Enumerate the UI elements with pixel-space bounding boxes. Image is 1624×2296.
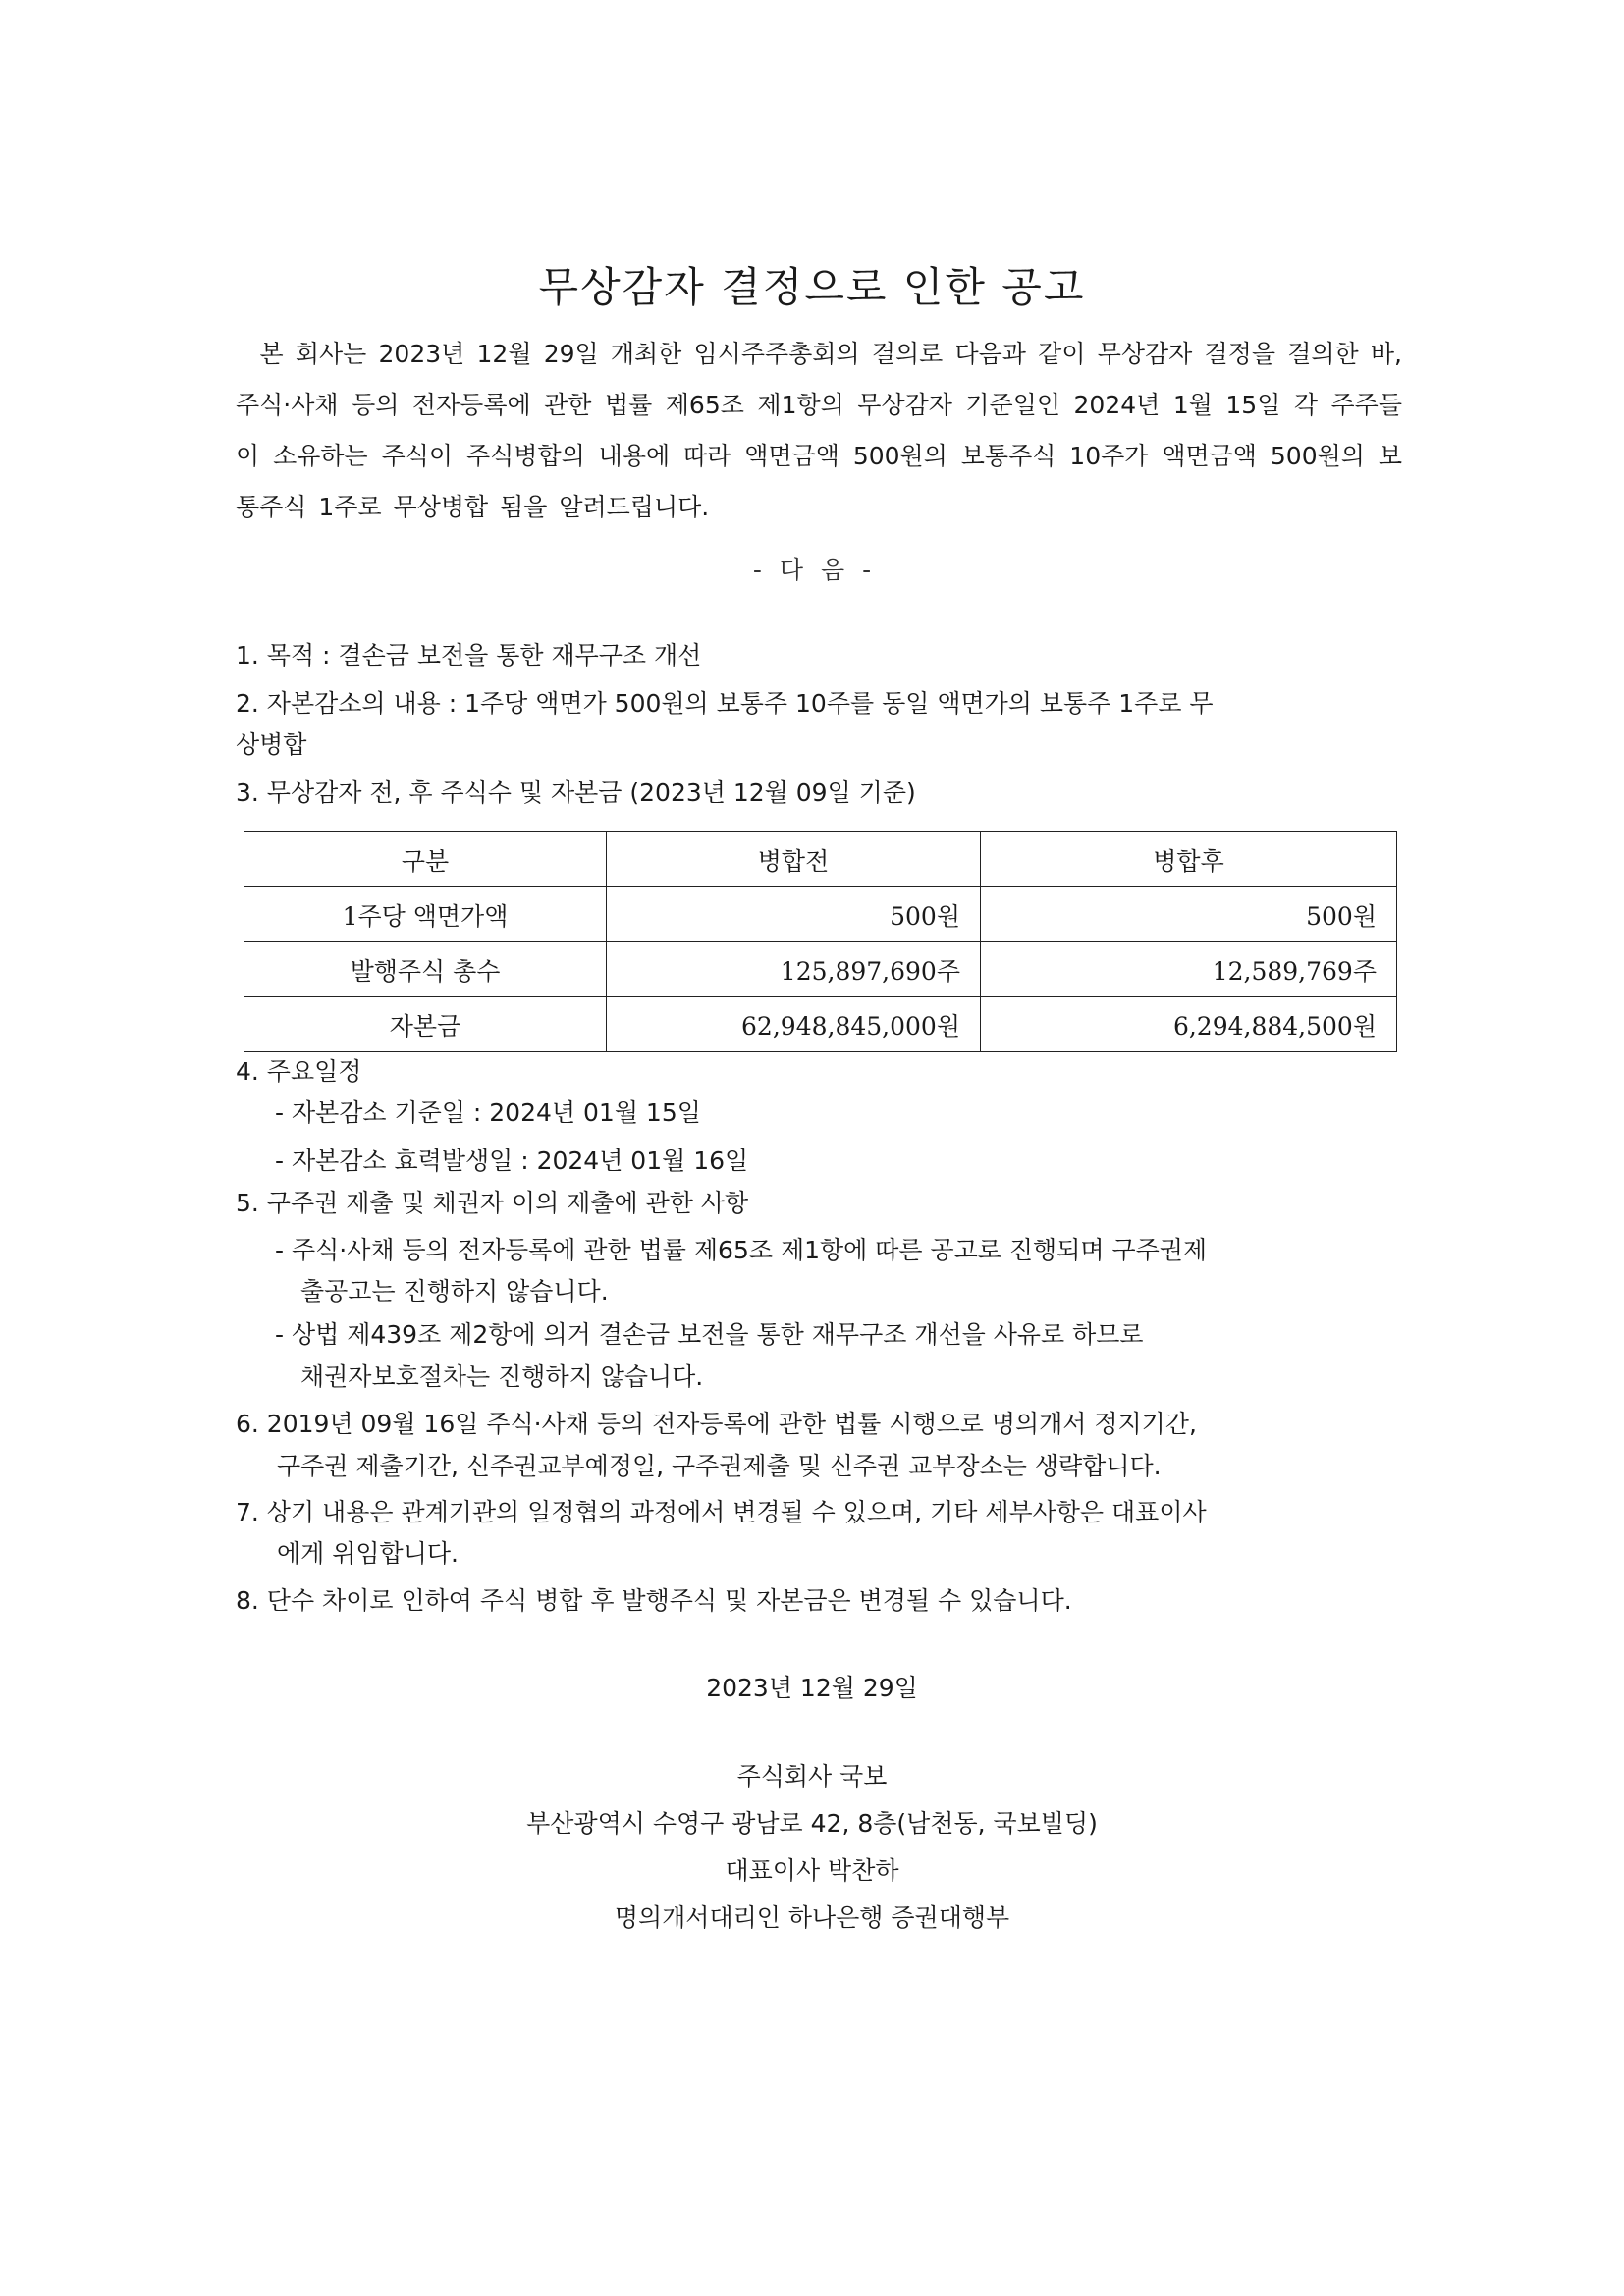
row-after: 500원 (981, 887, 1397, 942)
capital-table (244, 831, 1397, 1052)
row-label: 자본금 (244, 997, 607, 1052)
item-1: 1. 목적 : 결손금 보전을 통한 재무구조 개선 (236, 641, 702, 669)
item-4: 4. 주요일정 (236, 1057, 362, 1086)
item-5b-line-2: 채권자보호절차는 진행하지 않습니다. (300, 1362, 704, 1391)
row-before: 500원 (607, 887, 981, 942)
item-5a-line-2: 출공고는 진행하지 않습니다. (300, 1277, 609, 1306)
row-after: 6,294,884,500원 (981, 997, 1397, 1052)
notice-title: 무상감자 결정으로 인한 공고 (538, 263, 1086, 311)
item-6-line-1: 6. 2019년 09월 16일 주식·사채 등의 전자등록에 관한 법률 시행으로 명의개서 정지기간, (236, 1410, 1197, 1438)
item-7-line-1: 7. 상기 내용은 관계기관의 일정협의 과정에서 변경될 수 있으며, 기타 세부사항은 대표이사 (236, 1498, 1207, 1526)
item-4-effective-date: - 자본감소 효력발생일 : 2024년 01월 16일 (275, 1147, 749, 1175)
item-8: 8. 단수 차이로 인하여 주식 병합 후 발행주식 및 자본금은 변경될 수 있습니다. (236, 1586, 1072, 1615)
header-before: 병합전 (607, 832, 981, 887)
table-header-row (244, 832, 1397, 887)
table-row (244, 942, 1397, 997)
intro-paragraph (236, 329, 1402, 533)
transfer-agent: 명의개서대리인 하나은행 증권대행부 (614, 1903, 1010, 1932)
item-3: 3. 무상감자 전, 후 주식수 및 자본금 (2023년 12월 09일 기준) (236, 778, 916, 807)
row-label: 발행주식 총수 (244, 942, 607, 997)
table-row (244, 887, 1397, 942)
item-2-line-2: 상병합 (236, 730, 307, 759)
header-category: 구분 (244, 832, 607, 887)
company-ceo: 대표이사 박찬하 (725, 1856, 899, 1885)
item-6-line-2: 구주권 제출기간, 신주권교부예정일, 구주권제출 및 신주권 교부장소는 생략합니다. (277, 1452, 1162, 1480)
company-address: 부산광역시 수영구 광남로 42, 8층(남천동, 국보빌딩) (526, 1809, 1098, 1838)
next-separator: - 다 음 - (752, 556, 872, 584)
item-4-base-date: - 자본감소 기준일 : 2024년 01월 15일 (275, 1098, 701, 1127)
item-5: 5. 구주권 제출 및 채권자 이의 제출에 관한 사항 (236, 1189, 749, 1217)
item-5b-line-1: - 상법 제439조 제2항에 의거 결손금 보전을 통한 재무구조 개선을 사유로 하므로 (275, 1320, 1144, 1349)
item-2-line-1: 2. 자본감소의 내용 : 1주당 액면가 500원의 보통주 10주를 동일 액면가의 보통주 1주로 무 (236, 689, 1214, 718)
row-before: 125,897,690주 (607, 942, 981, 997)
intro-text: 본 회사는 2023년 12월 29일 개최한 임시주주총회의 결의로 다음과 같이 무상감자 결정을 결의한 바, 주식·사채 등의 전자등록에 관한 법률 제65조 제1항의 무상감자 기준일인 2024년 1월 15일 각 주주들이 소유하는 주식이 주식병합의 내용에 따라 액면금액 500원의 보통주식 10주가 액면금액 500원의 보통주식 1주로 무상병합 됨을 알려드립니다. (236, 340, 1402, 521)
notice-date: 2023년 12월 29일 (706, 1674, 918, 1702)
item-7-line-2: 에게 위임합니다. (277, 1539, 459, 1568)
item-5a-line-1: - 주식·사채 등의 전자등록에 관한 법률 제65조 제1항에 따른 공고로 진행되며 구주권제 (275, 1236, 1208, 1264)
row-before: 62,948,845,000원 (607, 997, 981, 1052)
header-after: 병합후 (981, 832, 1397, 887)
table-row (244, 997, 1397, 1052)
company-name: 주식회사 국보 (736, 1762, 888, 1790)
row-after: 12,589,769주 (981, 942, 1397, 997)
row-label: 1주당 액면가액 (244, 887, 607, 942)
